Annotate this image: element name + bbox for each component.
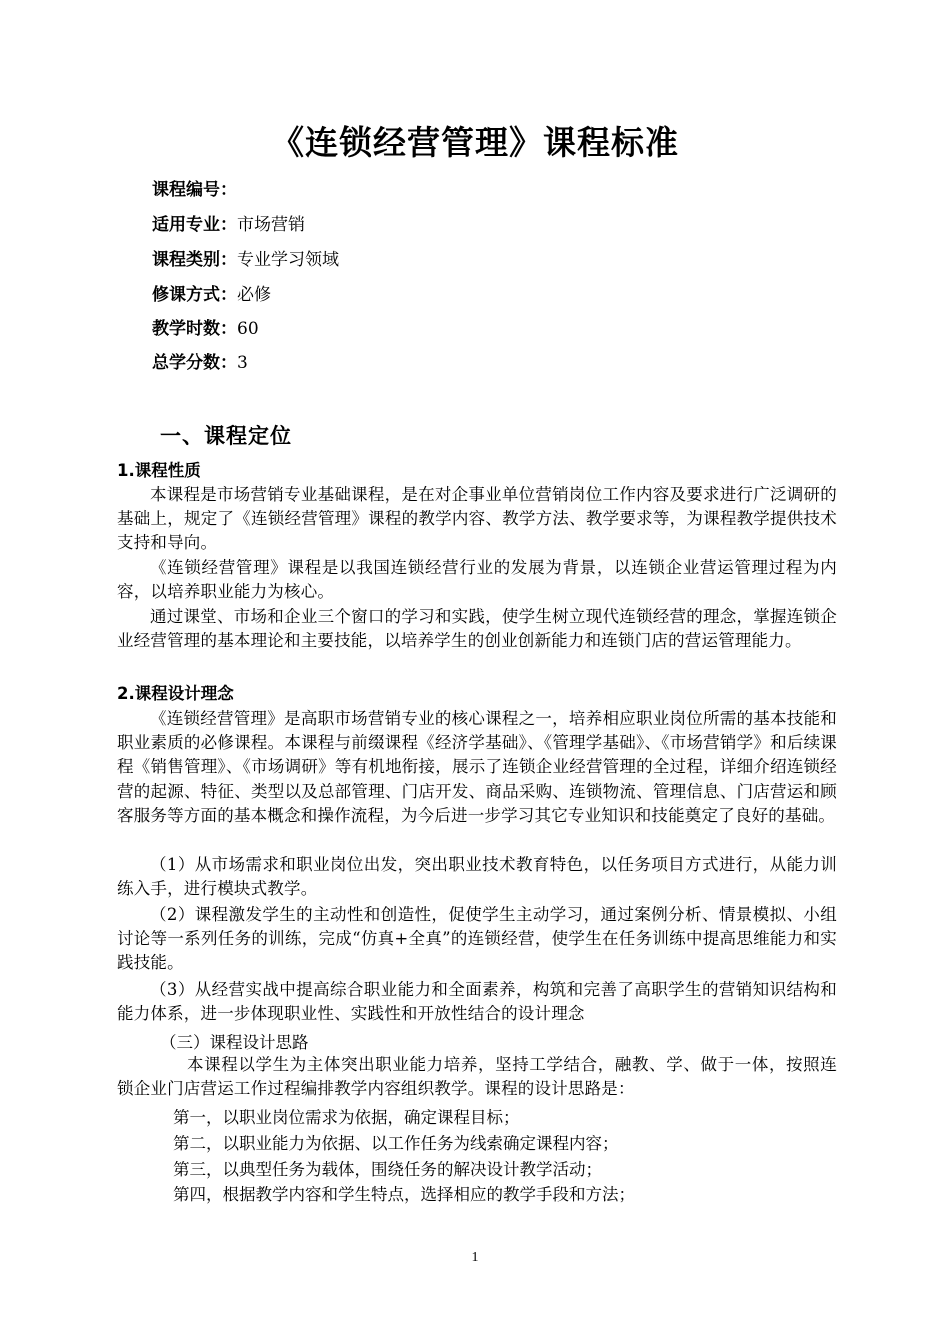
section-heading: 一、课程定位 (160, 424, 292, 448)
list-item: 第二，以职业能力为依据、以工作任务为线索确定课程内容； (173, 1134, 619, 1153)
meta-key: 修课方式： (152, 285, 237, 305)
meta-value: 专业学习领域 (237, 250, 339, 270)
subsection-heading: （三）课程设计思路 (160, 1033, 309, 1052)
subsection-heading: 2.课程设计理念 (117, 684, 234, 703)
paragraph: 《连锁经营管理》是高职市场营销专业的核心课程之一，培养相应职业岗位所需的基本技能和职业素质的必修课程。本课程与前缀课程《经济学基础》、《管理学基础》、《市场营销学》和后续课程《销售管理》、《市场调研》等有机地衔接，展示了连锁企业经营管理的全过程，详细介绍连锁经营的起源、特征、类型以及总部管理、门店开发、商品采购、连锁物流、管理信息、门店营运和顾客服务等方面的基本概念和操作流程，为今后进一步学习其它专业知识和技能奠定了良好的基础。 (117, 709, 837, 825)
meta-value: 必修 (237, 285, 271, 305)
list-item: 第四，根据教学内容和学生特点，选择相应的教学手段和方法； (173, 1185, 635, 1204)
paragraph: （3）从经营实战中提高综合职业能力和全面素养，构筑和完善了高职学生的营销知识结构和能力体系，进一步体现职业性、实践性和开放性结合的设计理念 (117, 980, 837, 1024)
meta-hours (152, 319, 259, 339)
paragraph: 本课程是市场营销专业基础课程，是在对企事业单位营销岗位工作内容及要求进行广泛调研的基础上，规定了《连锁经营管理》课程的教学内容、教学方法、教学要求等，为课程教学提供技术支持和导向。 (117, 485, 837, 553)
paragraph: 《连锁经营管理》课程是以我国连锁经营行业的发展为背景，以连锁企业营运管理过程为内容，以培养职业能力为核心。 (117, 558, 837, 602)
paragraph: （2）课程激发学生的主动性和创造性，促使学生主动学习，通过案例分析、情景模拟、小组讨论等一系列任务的训练，完成“仿真+全真”的连锁经营，使学生在任务训练中提高思维能力和实践技能。 (117, 905, 837, 973)
subsection-heading: 1.课程性质 (117, 461, 201, 480)
meta-key: 适用专业： (152, 215, 237, 235)
meta-key: 总学分数： (152, 353, 237, 373)
list-item: 第三，以典型任务为载体，围绕任务的解决设计教学活动； (173, 1160, 602, 1179)
meta-value: 3 (237, 353, 248, 373)
paragraph: 本课程以学生为主体突出职业能力培养，坚持工学结合，融教、学、做于一体，按照连锁企业门店营运工作过程编排教学内容组织教学。课程的设计思路是： (117, 1055, 837, 1099)
meta-credits (152, 353, 248, 373)
meta-value: 市场营销 (237, 215, 305, 235)
paragraph: 通过课堂、市场和企业三个窗口的学习和实践，使学生树立现代连锁经营的理念，掌握连锁企业经营管理的基本理论和主要技能，以培养学生的创业创新能力和连锁门店的营运管理能力。 (117, 607, 837, 651)
meta-course-code (152, 180, 237, 200)
paragraph: （1）从市场需求和职业岗位出发，突出职业技术教育特色，以任务项目方式进行，从能力训练入手，进行模块式教学。 (117, 855, 837, 899)
meta-mode (152, 285, 271, 305)
meta-key: 课程编号： (152, 180, 237, 200)
meta-key: 教学时数： (152, 319, 237, 339)
page-number: 1 (471, 1250, 479, 1265)
meta-value: 60 (237, 319, 259, 339)
document-title: 《连锁经营管理》课程标准 (271, 123, 679, 162)
meta-major (152, 215, 305, 235)
meta-key: 课程类别： (152, 250, 237, 270)
meta-category (152, 250, 339, 270)
list-item: 第一，以职业岗位需求为依据，确定课程目标； (173, 1108, 520, 1127)
